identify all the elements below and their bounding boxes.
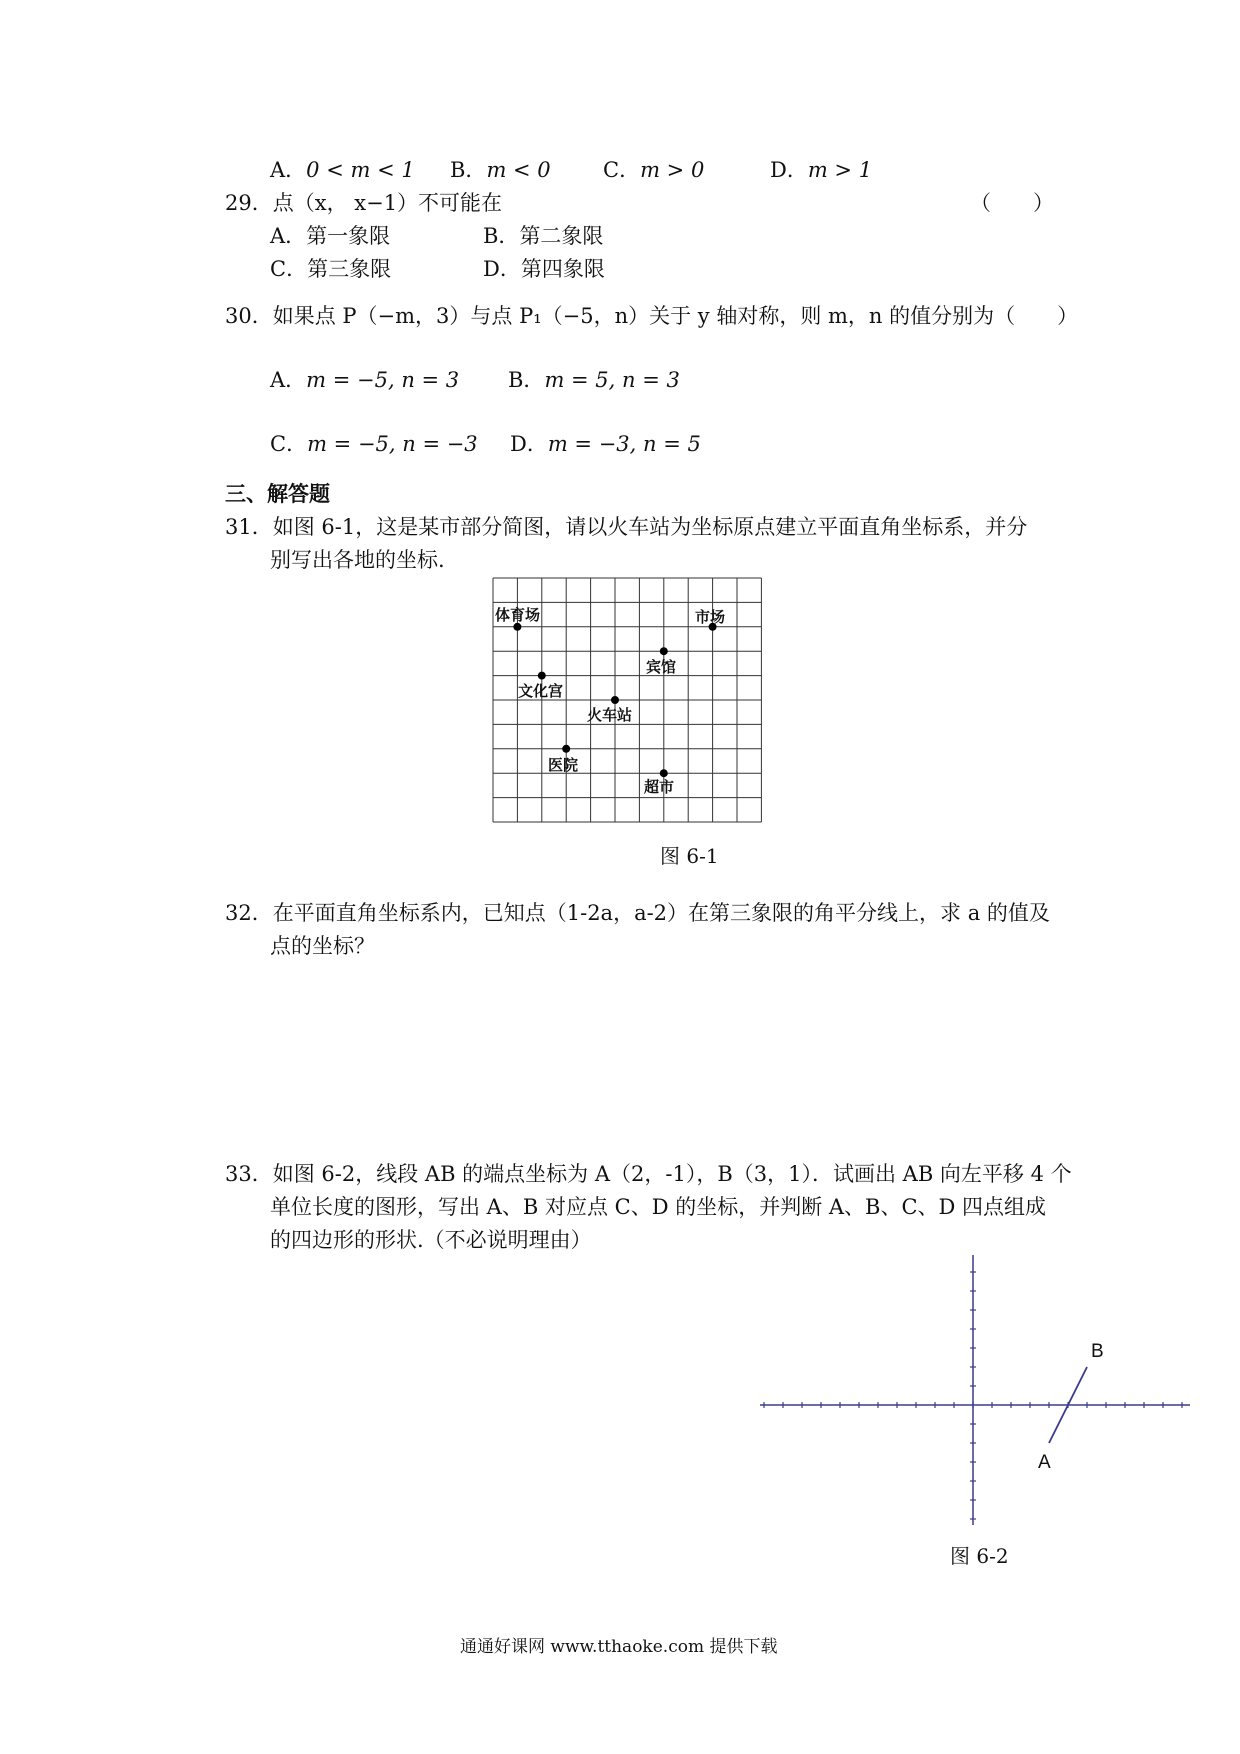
q29-answer-bracket: （ ） — [970, 191, 1054, 215]
map-dot-hospital — [562, 745, 570, 753]
map-label-hospital: 医院 — [548, 756, 579, 774]
q32-line2: 点的坐标？ — [270, 934, 375, 958]
map-dot-train-station — [611, 696, 619, 704]
q28-option-c: C．m > 0 — [603, 158, 705, 182]
q29-option-c: C．第三象限 — [270, 257, 392, 281]
point-b-label: B — [1091, 1341, 1104, 1362]
map-label-train-station: 火车站 — [587, 706, 633, 724]
q33-line1: 33．如图 6-2，线段 AB 的端点坐标为 A（2，-1），B（3，1）．试画出 AB 向左平移 4 个 — [225, 1162, 1072, 1186]
q28-option-a: A．0 < m < 1 — [270, 158, 415, 182]
map-label-supermarket: 超市 — [644, 778, 675, 796]
q28-option-b: B．m < 0 — [450, 158, 551, 182]
q29-option-b: B．第二象限 — [483, 224, 604, 248]
q30-option-b: B．m = 5, n = 3 — [508, 368, 680, 392]
figure-6-2-caption: 图 6-2 — [950, 1544, 1009, 1568]
q31-line2: 别写出各地的坐标. — [270, 548, 445, 572]
q29-option-a: A．第一象限 — [270, 224, 391, 248]
q30-option-c: C．m = −5, n = −3 — [270, 432, 478, 456]
map-label-stadium: 体育场 — [495, 606, 541, 624]
q31-line1: 31．如图 6-1，这是某市部分简图，请以火车站为坐标原点建立平面直角坐标系，并分 — [225, 515, 1028, 539]
section-title: 三、解答题 — [225, 482, 330, 506]
q33-line3: 的四边形的形状.（不必说明理由） — [270, 1228, 592, 1252]
q29-option-d: D．第四象限 — [483, 257, 605, 281]
figure-6-2-axes — [755, 1250, 1195, 1530]
map-label-culture-palace: 文化宫 — [518, 682, 564, 700]
map-label-market: 市场 — [695, 608, 726, 626]
point-a-label: A — [1038, 1452, 1051, 1473]
q29-stem: 29．点（x， x−1）不可能在 — [225, 191, 503, 215]
q30-stem: 30．如果点 P（−m，3）与点 P₁（−5，n）关于 y 轴对称，则 m，n 的值分别为（ ） — [225, 304, 1079, 328]
q28-option-d: D．m > 1 — [770, 158, 873, 182]
q30-option-a: A．m = −5, n = 3 — [270, 368, 460, 392]
figure-6-1-caption: 图 6-1 — [660, 844, 719, 868]
q32-line1: 32．在平面直角坐标系内，已知点（1-2a，a-2）在第三象限的角平分线上，求 a 的值及 — [225, 901, 1050, 925]
q30-option-d: D．m = −3, n = 5 — [510, 432, 701, 456]
q33-line2: 单位长度的图形，写出 A、B 对应点 C、D 的坐标，并判断 A、B、C、D 四点组成 — [270, 1195, 1047, 1219]
map-dot-culture-palace — [538, 672, 546, 680]
map-label-hotel: 宾馆 — [646, 658, 677, 676]
map-dot-hotel — [660, 647, 668, 655]
page-footer: 通通好课网 www.tthaoke.com 提供下载 — [460, 1637, 778, 1657]
